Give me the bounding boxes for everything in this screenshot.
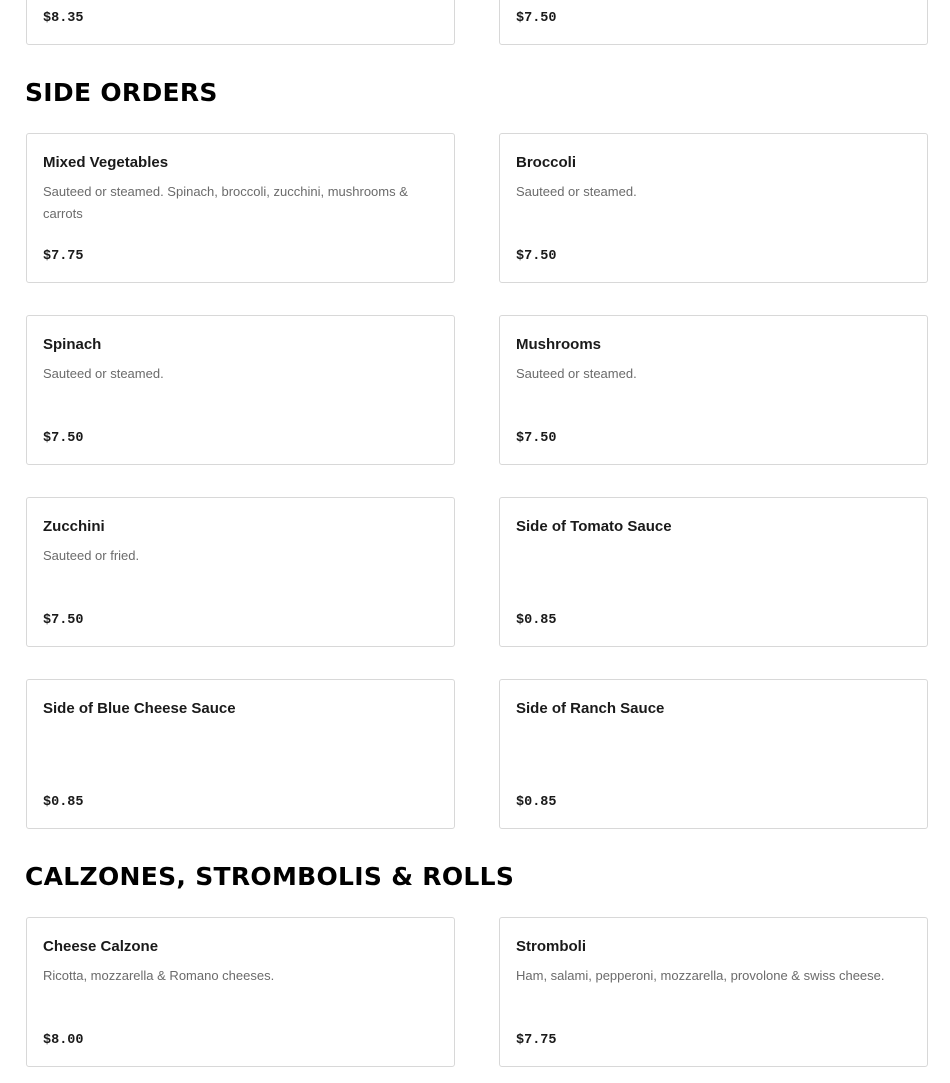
menu-item-broccoli[interactable] [499,133,928,283]
menu-item-spinach[interactable] [26,315,455,465]
item-name: Zucchini [43,518,105,535]
menu-item-card[interactable] [26,0,455,45]
menu-item-side-of-tomato-sauce[interactable] [499,497,928,647]
menu-item-mushrooms[interactable] [499,315,928,465]
item-price: $7.50 [43,613,84,628]
item-price: $7.50 [516,249,557,264]
menu-item-mixed-vegetables[interactable] [26,133,455,283]
item-description: Sauteed or fried. [43,548,140,563]
item-price: $0.85 [43,795,84,810]
item-name: Broccoli [516,154,577,171]
item-name: Cheese Calzone [43,938,159,955]
item-name: Side of Blue Cheese Sauce [43,700,236,717]
item-description: Sauteed or steamed. [516,366,637,381]
item-name: Stromboli [516,938,586,955]
item-price: $7.75 [516,1033,557,1048]
item-description: Ricotta, mozzarella & Romano cheeses. [43,968,275,983]
item-price: $7.50 [516,11,557,26]
item-description: Ham, salami, pepperoni, mozzarella, provolone & swiss cheese. [516,968,885,983]
item-name: Mixed Vegetables [43,154,169,171]
item-price: $8.00 [43,1033,84,1048]
item-name: Side of Tomato Sauce [516,518,672,535]
item-price: $7.75 [43,249,84,264]
menu-item-zucchini[interactable] [26,497,455,647]
item-price: $7.50 [43,431,84,446]
section-title-calzones-strombolis-rolls: CALZONES, STROMBOLIS & ROLLS [25,862,515,891]
item-price: $8.35 [43,11,84,26]
item-name: Mushrooms [516,336,602,353]
menu-item-stromboli[interactable] [499,917,928,1067]
menu-item-card[interactable] [499,0,928,45]
menu-item-side-of-blue-cheese-sauce[interactable] [26,679,455,829]
item-price: $7.50 [516,431,557,446]
item-name: Side of Ranch Sauce [516,700,665,717]
item-description: Sauteed or steamed. [516,184,637,199]
menu-item-side-of-ranch-sauce[interactable] [499,679,928,829]
item-description: Sauteed or steamed. Spinach, broccoli, zucchini, mushrooms & carrots [43,184,408,221]
item-price: $0.85 [516,795,557,810]
section-title-side-orders: SIDE ORDERS [25,78,218,107]
item-description: Sauteed or steamed. [43,366,164,381]
menu-item-cheese-calzone[interactable] [26,917,455,1067]
item-name: Spinach [43,336,102,353]
item-price: $0.85 [516,613,557,628]
